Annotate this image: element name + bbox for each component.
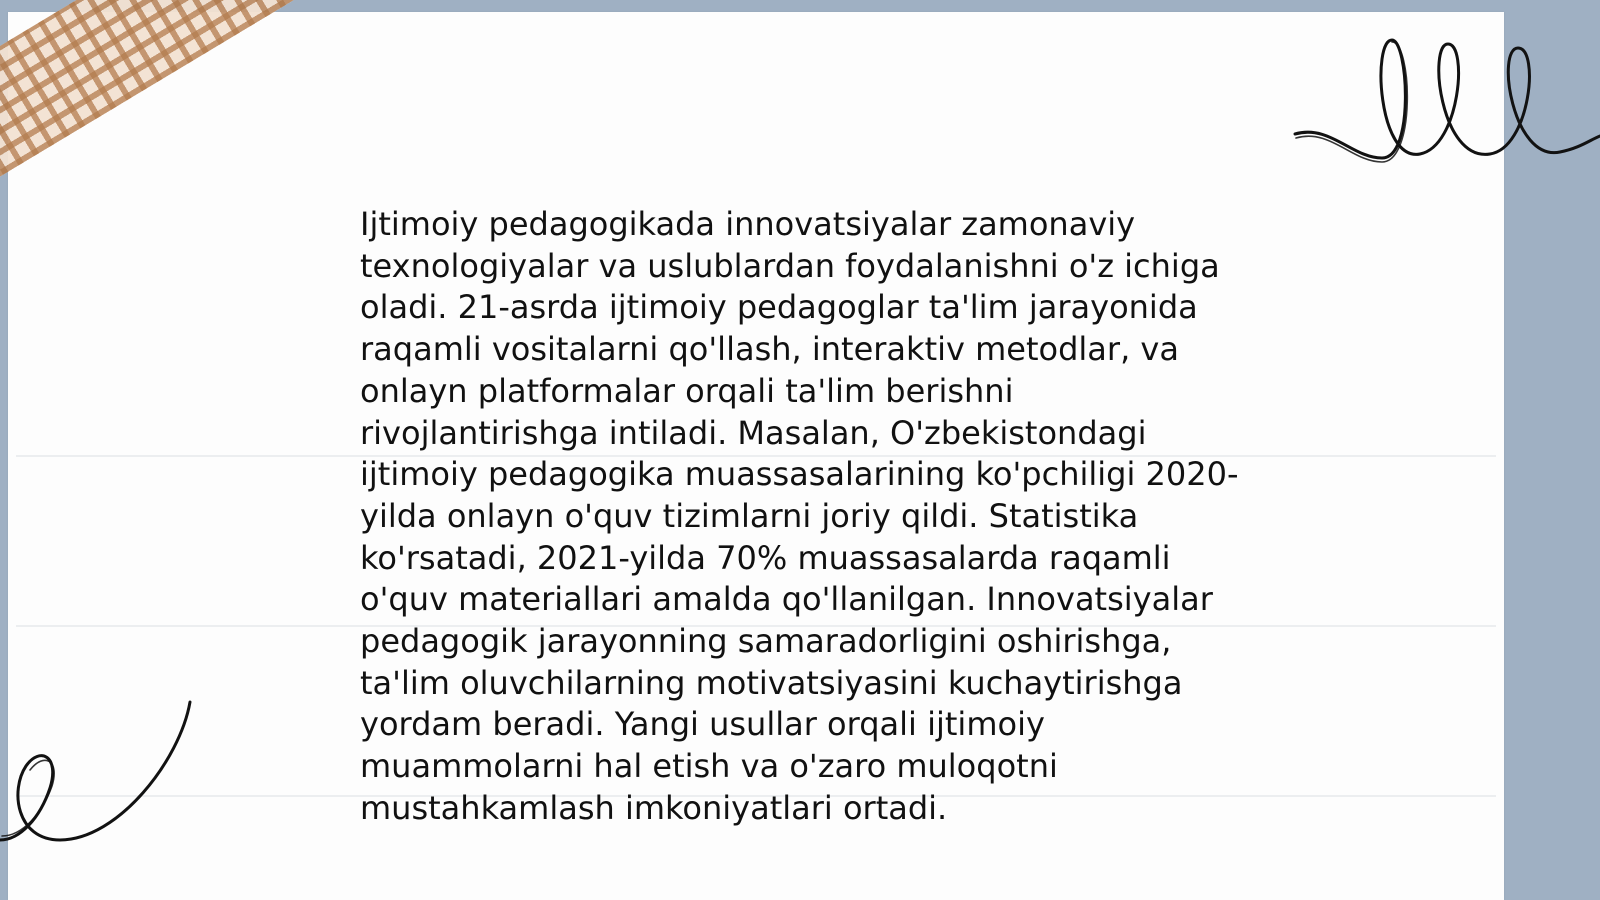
curly-loop-doodle-bottom-left xyxy=(0,690,200,850)
body-paragraph: Ijtimoiy pedagogikada innovatsiyalar zamonaviy texnologiyalar va uslublardan foydalanishni o'z ichiga oladi. 21-asrda ijtimoiy pedagoglar ta'lim jarayonida raqamli vositalarni qo'llash, interaktiv metodlar, va onlayn platformalar orqali ta'lim berishni rivojlantirishga intiladi. Masalan, O'zbekistondagi ijtimoiy pedagogika muassasalarining ko'pchiligi 2020-yilda onlayn o'quv tizimlarni joriy qildi. Statistika ko'rsatadi, 2021-yilda 70% muassasalarda raqamli o'quv materiallari amalda qo'llanilgan. Innovatsiyalar pedagogik jarayonning samaradorligini oshirishga, ta'lim oluvchilarning motivatsiyasini kuchaytirishga yordam beradi. Yangi usullar orqali ijtimoiy muammolarni hal etish va o'zaro muloqotni mustahkamlash imkoniyatlari ortadi. xyxy=(360,205,1239,827)
curly-loop-doodle-top-right xyxy=(1290,30,1600,170)
